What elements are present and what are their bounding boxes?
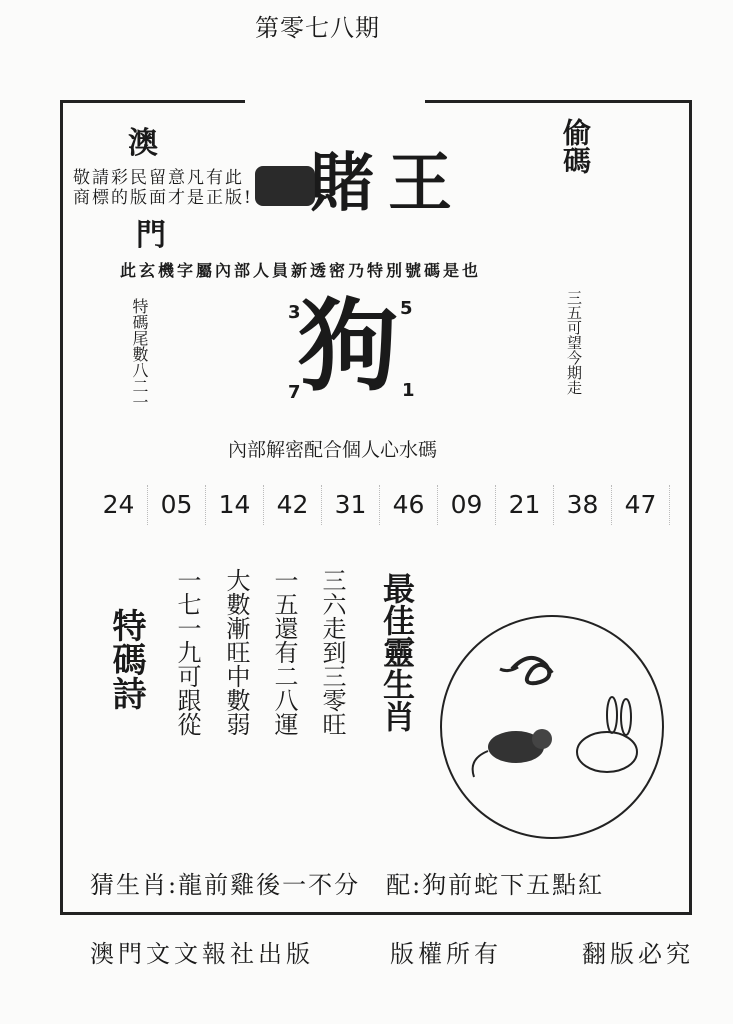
poem-line: 一五還有二八運 — [270, 568, 298, 736]
number-cell: 14 — [206, 485, 264, 525]
secret-note: 此玄機字屬內部人員新透密乃特別號碼是也 — [120, 261, 482, 280]
number-cell: 42 — [264, 485, 322, 525]
number-cell: 09 — [438, 485, 496, 525]
frame-gap — [245, 96, 425, 106]
zodiac-illustration — [440, 615, 664, 839]
corner-number: 1 — [402, 380, 415, 401]
copyright: 版權所有 — [390, 940, 502, 968]
corner-number: 5 — [400, 298, 413, 319]
best-zodiac-label: 最佳靈生肖 — [378, 572, 416, 732]
title: 賭王 — [310, 147, 466, 221]
number-cell: 31 — [322, 485, 380, 525]
corner-number: 3 — [288, 302, 301, 323]
piracy-warning: 翻版必究 — [582, 940, 694, 968]
poem-line: 三六走到三零旺 — [318, 568, 346, 736]
number-cell: 46 — [380, 485, 438, 525]
corner-number: 7 — [288, 382, 301, 403]
macau-char-1: 澳 — [128, 126, 158, 161]
number-cell: 21 — [496, 485, 554, 525]
number-cell: 47 — [612, 485, 670, 525]
number-row — [90, 485, 670, 525]
number-cell: 24 — [90, 485, 148, 525]
macau-char-2: 門 — [136, 218, 166, 253]
notice-text: 敬請彩民留意凡有此商標的版面才是正版! — [73, 168, 253, 208]
riddle-line: 猜生肖:龍前雞後一不分 配:狗前蛇下五點紅 — [90, 871, 605, 899]
trademark-logo — [255, 166, 315, 206]
poem-line: 大數漸旺中數弱 — [222, 568, 250, 736]
riddle-character: 狗 — [298, 287, 398, 405]
poem-line: 一七一九可跟從 — [173, 568, 201, 736]
issue-number: 第零七八期 — [255, 14, 380, 42]
zodiac-animals-icon — [442, 617, 662, 837]
number-cell: 05 — [148, 485, 206, 525]
steal-code-label: 偷碼 — [559, 118, 592, 174]
poem-title: 特碼詩 — [106, 608, 146, 710]
tail-hint: 特碼尾數八二一 — [130, 298, 149, 410]
publisher: 澳門文文報社出版 — [90, 940, 314, 968]
decode-label: 內部解密配合個人心水碼 — [228, 439, 438, 461]
side-hint: 三五可望今期走 — [565, 290, 583, 395]
number-cell: 38 — [554, 485, 612, 525]
